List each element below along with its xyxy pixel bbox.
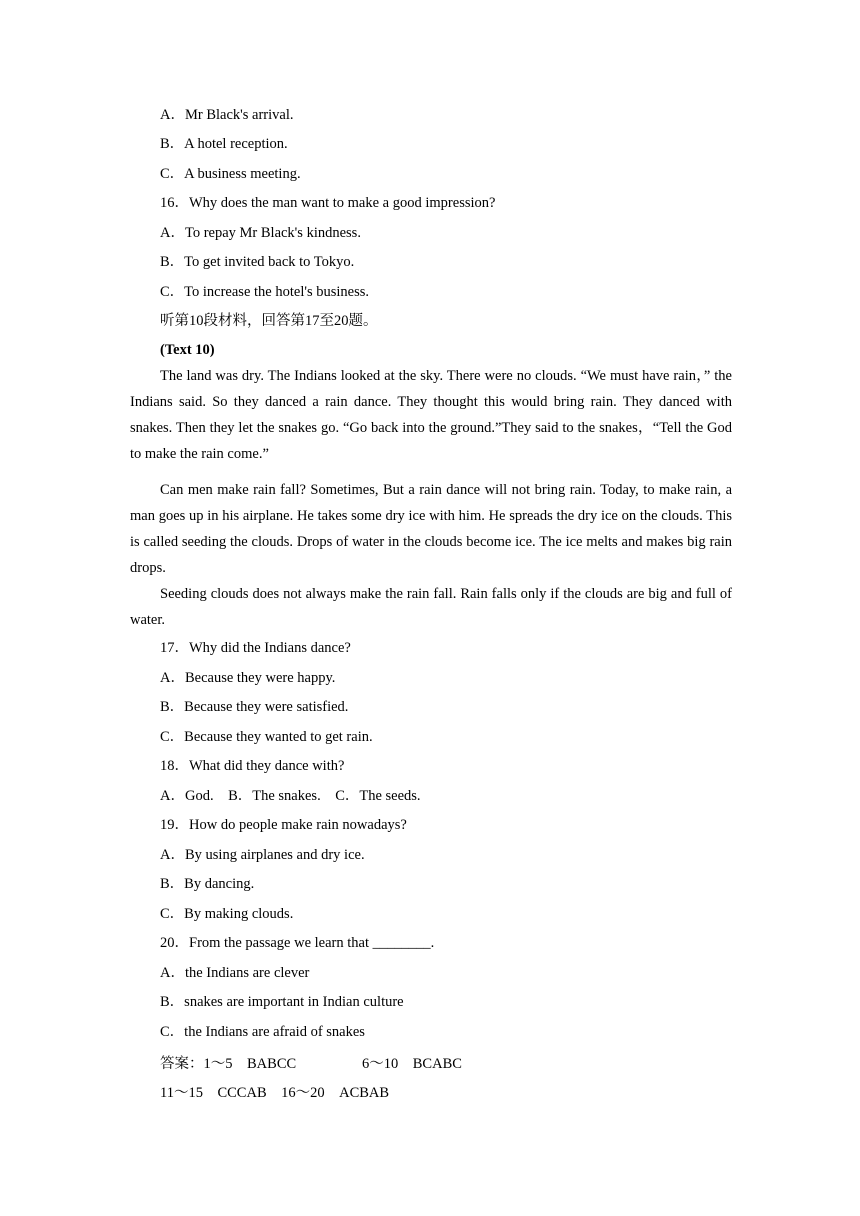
passage-paragraph-1: The land was dry. The Indians looked at the sky. There were no clouds. “We must have rain，” the Indians said. So they danced a rain dance. They thought this would bring rain. They danced with snakes. Then they let the snakes go. “Go back into the ground.”They said to the snakes，“Tell the God to make the rain come.” xyxy=(130,368,732,462)
q15-option-c: C．A business meeting. xyxy=(160,166,301,182)
q19-option-c: C．By making clouds. xyxy=(160,906,294,922)
q20-option-b: B．snakes are important in Indian culture xyxy=(160,994,404,1010)
q18-options: A．God. B．The snakes. C．The seeds. xyxy=(160,788,421,804)
q16-question: 16．Why does the man want to make a good impression? xyxy=(160,195,496,211)
passage-paragraph-3: Seeding clouds does not always make the rain fall. Rain falls only if the clouds are big and full of water. xyxy=(130,586,732,628)
q17-question: 17．Why did the Indians dance? xyxy=(160,640,351,656)
q17-option-a: A．Because they were happy. xyxy=(160,670,336,686)
answer-key-6-10: 6～10 BCABC xyxy=(362,1056,462,1072)
q18-question: 18．What did they dance with? xyxy=(160,758,345,774)
q20-option-c: C．the Indians are afraid of snakes xyxy=(160,1024,365,1040)
q19-option-b: B．By dancing. xyxy=(160,876,255,892)
q19-question: 19．How do people make rain nowadays? xyxy=(160,817,407,833)
q15-option-a: A．Mr Black's arrival. xyxy=(160,107,294,123)
q16-option-c: C．To increase the hotel's business. xyxy=(160,284,369,300)
passage-paragraph-2: Can men make rain fall? Sometimes, But a rain dance will not bring rain. Today, to make rain, a man goes up in his airplane. He takes some dry ice with him. He spreads the dry ice on the clouds. This is called seeding the clouds. Drops of water in the clouds become ice. The ice melts and makes big rain drops. xyxy=(130,482,732,576)
q15-option-b: B．A hotel reception. xyxy=(160,136,288,152)
q19-option-a: A．By using airplanes and dry ice. xyxy=(160,847,365,863)
q16-option-b: B．To get invited back to Tokyo. xyxy=(160,254,355,270)
q17-option-b: B．Because they were satisfied. xyxy=(160,699,349,715)
answer-key-11-20: 11～15 CCCAB 16～20 ACBAB xyxy=(160,1085,390,1101)
q20-option-a: A．the Indians are clever xyxy=(160,965,310,981)
q16-option-a: A．To repay Mr Black's kindness. xyxy=(160,225,361,241)
q20-question: 20．From the passage we learn that ________. xyxy=(160,935,435,951)
text-label: (Text 10) xyxy=(160,342,215,358)
answer-key-1-5: 答案：1～5 BABCC xyxy=(160,1056,297,1072)
section-instruction: 听第10段材料，回答第17至20题。 xyxy=(160,313,378,329)
q17-option-c: C．Because they wanted to get rain. xyxy=(160,729,373,745)
